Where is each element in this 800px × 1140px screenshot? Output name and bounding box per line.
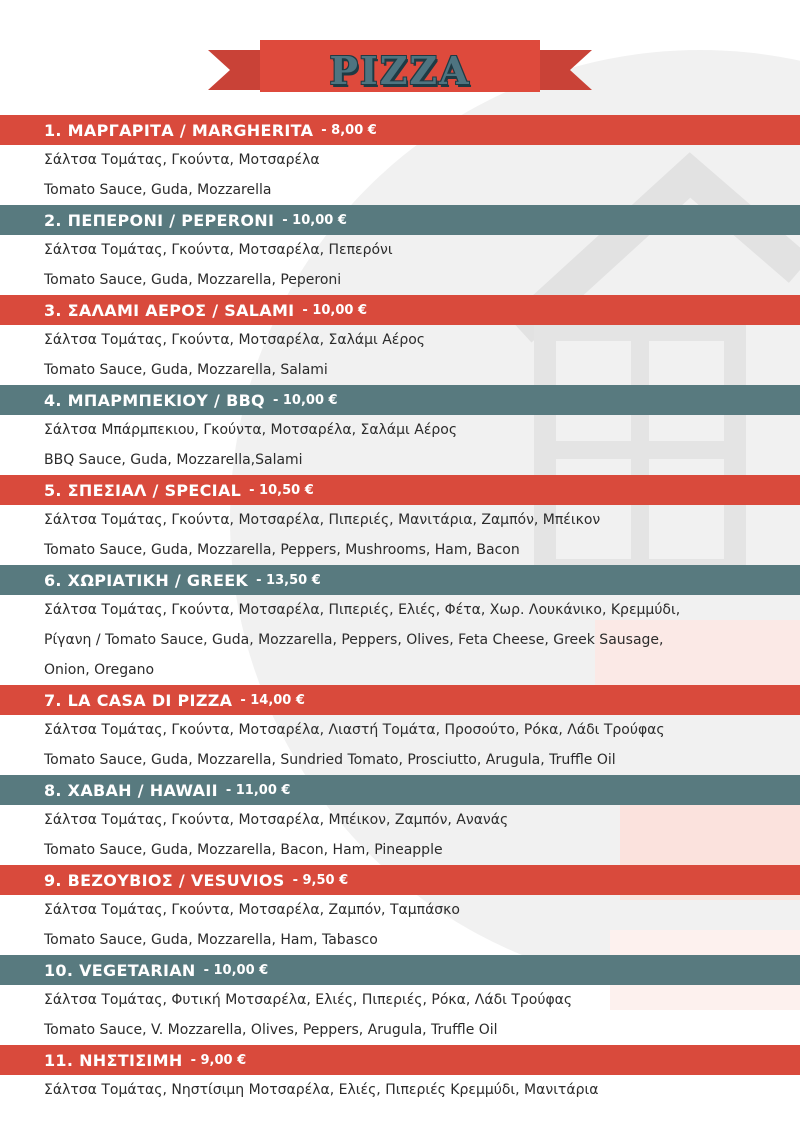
- menu-item-header: [0, 205, 800, 235]
- description-line: Σάλτσα Τομάτας, Φυτική Μοτσαρέλα, Ελιές, Πιπεριές, Ρόκα, Λάδι Τρούφας: [44, 992, 573, 1008]
- menu-item-description: [0, 145, 800, 205]
- menu-item-price: - 9,50 €: [292, 872, 349, 888]
- menu-item-name: 5. ΣΠΕΣΙΑΛ / SPECIAL: [44, 480, 242, 500]
- menu-item: [0, 865, 800, 955]
- menu-item-name: 2. ΠΕΠΕΡΟΝΙ / PEPERONI: [44, 210, 275, 230]
- menu-item: [0, 775, 800, 865]
- menu-item-price: - 10,00 €: [203, 962, 269, 978]
- pizza-menu-list: [0, 115, 800, 1105]
- menu-item-price: - 11,00 €: [225, 782, 291, 798]
- menu-item-price: - 13,50 €: [256, 572, 321, 588]
- menu-item-price: - 8,00 €: [321, 122, 377, 138]
- description-line: Tomato Sauce, Guda, Mozzarella, Ham, Tabasco: [44, 932, 378, 948]
- menu-item-header: [0, 1045, 800, 1075]
- menu-item-name: 6. ΧΩΡΙΑΤΙΚΗ / GREEK: [44, 570, 249, 590]
- menu-item: [0, 205, 800, 295]
- menu-item-header: [0, 955, 800, 985]
- description-line: Tomato Sauce, Guda, Mozzarella: [44, 182, 272, 198]
- menu-item-name: 11. ΝΗΣΤΙΣΙΜΗ: [44, 1050, 183, 1070]
- menu-item: [0, 565, 800, 685]
- menu-item: [0, 385, 800, 475]
- menu-item: [0, 115, 800, 205]
- menu-item-header: [0, 775, 800, 805]
- menu-item: [0, 475, 800, 565]
- menu-item-name: 7. LA CASA DI PIZZA: [44, 690, 233, 710]
- menu-item-header: [0, 295, 800, 325]
- description-line: Σάλτσα Τομάτας, Γκούντα, Μοτσαρέλα: [44, 152, 320, 168]
- description-line: Σάλτσα Μπάρμπεκιου, Γκούντα, Μοτσαρέλα, Σαλάμι Αέρος: [44, 422, 458, 438]
- menu-item-price: - 14,00 €: [240, 692, 305, 708]
- menu-item-description: [0, 325, 800, 385]
- menu-item: [0, 1045, 800, 1105]
- menu-item: [0, 685, 800, 775]
- menu-item-header: [0, 685, 800, 715]
- description-line: Tomato Sauce, Guda, Mozzarella, Sundried Tomato, Prosciutto, Arugula, Truffle Oil: [44, 752, 616, 768]
- description-line: Σάλτσα Τομάτας, Γκούντα, Μοτσαρέλα, Πιπεριές, Ελιές, Φέτα, Χωρ. Λουκάνικο, Κρεμμύδι,: [44, 602, 681, 618]
- menu-item: [0, 955, 800, 1045]
- menu-item-description: [0, 715, 800, 775]
- menu-item-price: - 10,00 €: [272, 392, 338, 408]
- description-line: Σάλτσα Τομάτας, Γκούντα, Μοτσαρέλα, Σαλάμι Αέρος: [44, 332, 426, 348]
- page-title: PIZZA: [329, 48, 471, 93]
- description-line: Ρίγανη / Tomato Sauce, Guda, Mozzarella, Peppers, Olives, Feta Cheese, Greek Sausage,: [44, 632, 664, 648]
- menu-item-header: [0, 865, 800, 895]
- menu-item-description: [0, 895, 800, 955]
- description-line: Σάλτσα Τομάτας, Γκούντα, Μοτσαρέλα, Ζαμπόν, Ταμπάσκο: [44, 902, 460, 918]
- menu-item-price: - 9,00 €: [190, 1052, 247, 1068]
- menu-item-description: [0, 595, 800, 685]
- menu-item-description: [0, 805, 800, 865]
- menu-item-description: [0, 505, 800, 565]
- menu-item-description: [0, 235, 800, 295]
- description-line: Σάλτσα Τομάτας, Γκούντα, Μοτσαρέλα, Μπέικον, Ζαμπόν, Ανανάς: [44, 812, 509, 828]
- menu-item-description: [0, 985, 800, 1045]
- menu-item-name: 3. ΣΑΛΑΜΙ ΑΕΡΟΣ / SALAMI: [44, 300, 295, 320]
- menu-item-price: - 10,50 €: [249, 482, 314, 498]
- menu-item-price: - 10,00 €: [302, 302, 368, 318]
- menu-item-name: 9. ΒΕΖΟΥΒΙΟΣ / VESUVIOS: [44, 870, 285, 890]
- description-line: BBQ Sauce, Guda, Mozzarella,Salami: [44, 452, 303, 468]
- description-line: Onion, Oregano: [44, 662, 155, 678]
- description-line: Σάλτσα Τομάτας, Νηστίσιμη Μοτσαρέλα, Ελιές, Πιπεριές Κρεμμύδι, Μανιτάρια: [44, 1082, 599, 1098]
- description-line: Tomato Sauce, Guda, Mozzarella, Bacon, Ham, Pineapple: [44, 842, 443, 858]
- description-line: Σάλτσα Τομάτας, Γκούντα, Μοτσαρέλα, Πιπεριές, Μανιτάρια, Ζαμπόν, Μπέικον: [44, 512, 601, 528]
- menu-item-header: [0, 565, 800, 595]
- menu-item-header: [0, 385, 800, 415]
- description-line: Tomato Sauce, Guda, Mozzarella, Salami: [44, 362, 328, 378]
- menu-item-name: 8. ΧΑΒΑΗ / HAWAII: [44, 780, 218, 800]
- menu-item-description: [0, 415, 800, 475]
- description-line: Σάλτσα Τομάτας, Γκούντα, Μοτσαρέλα, Λιαστή Τομάτα, Προσούτο, Ρόκα, Λάδι Τρούφας: [44, 722, 665, 738]
- menu-item-header: [0, 115, 800, 145]
- menu-item-name: 4. ΜΠΑΡΜΠΕΚΙΟΥ / BBQ: [44, 390, 265, 410]
- description-line: Tomato Sauce, Guda, Mozzarella, Peppers, Mushrooms, Ham, Bacon: [44, 542, 520, 558]
- description-line: Tomato Sauce, V. Mozzarella, Olives, Peppers, Arugula, Truffle Oil: [44, 1022, 498, 1038]
- menu-item-header: [0, 475, 800, 505]
- menu-item: [0, 295, 800, 385]
- description-line: Σάλτσα Τομάτας, Γκούντα, Μοτσαρέλα, Πεπερόνι: [44, 242, 393, 258]
- menu-item-description: [0, 1075, 800, 1105]
- menu-item-name: 1. ΜΑΡΓΑΡΙΤΑ / MARGHERITA: [44, 120, 314, 140]
- menu-item-name: 10. VEGETARIAN: [44, 960, 196, 980]
- description-line: Tomato Sauce, Guda, Mozzarella, Peperoni: [44, 272, 342, 288]
- menu-item-price: - 10,00 €: [282, 212, 347, 228]
